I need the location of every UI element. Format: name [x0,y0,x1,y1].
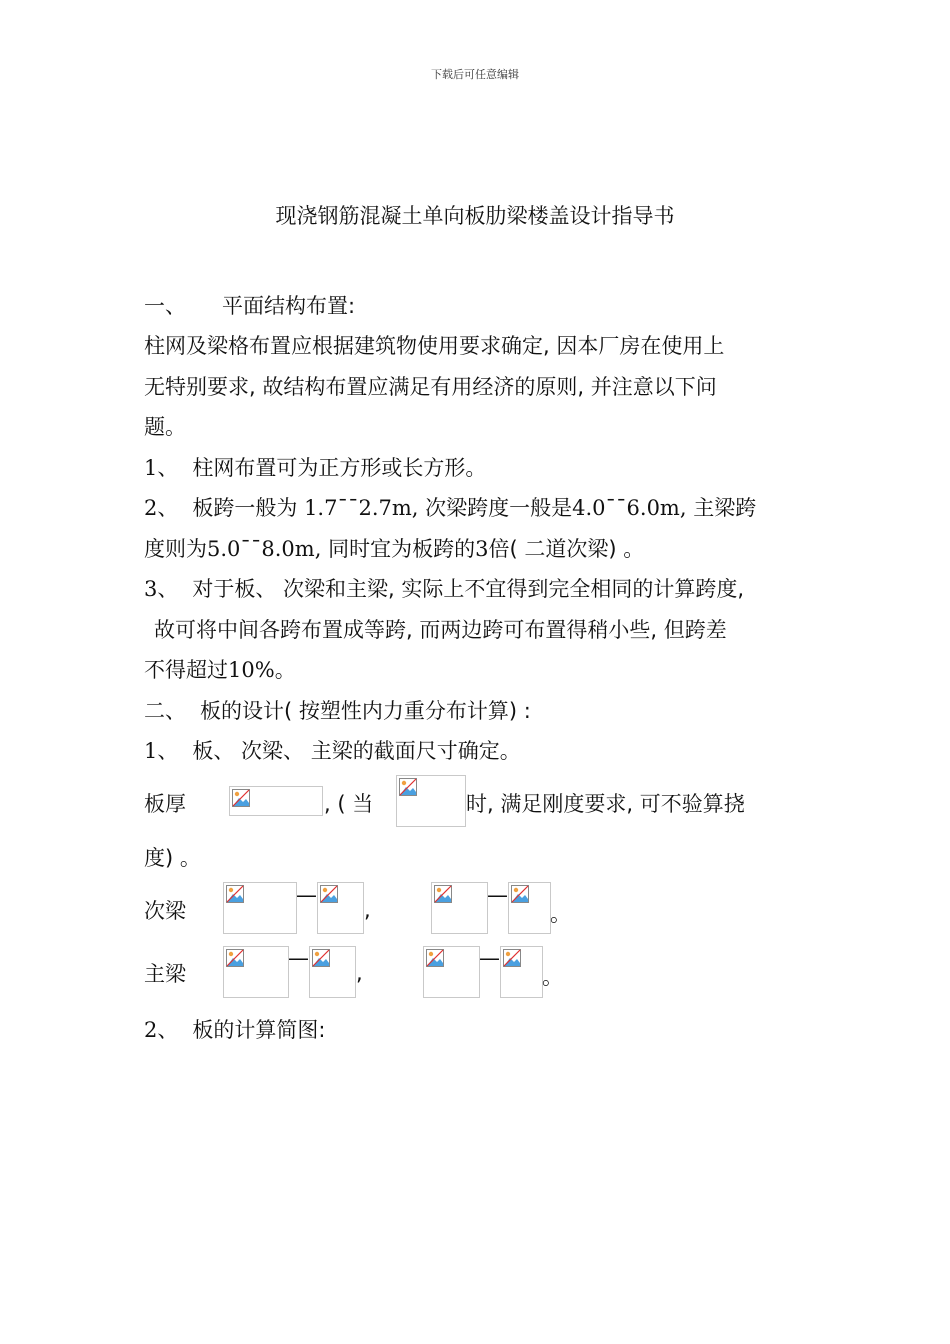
value-text: 1.7¯¯2.7m, [304,496,419,520]
secondary-beam-label: 次梁 [144,899,186,923]
item-number: 1、 [144,739,179,763]
item-text: 主梁跨 [693,496,757,520]
list-item-1-3 [144,573,744,603]
dash: — [487,883,508,907]
formula-image [229,786,323,816]
slab-text-cont: 度) 。 [144,846,201,870]
item-text: 倍( 二道次梁) 。 [488,537,645,561]
broken-image-icon [312,949,330,967]
broken-image-icon [503,949,521,967]
value-text: 3 [475,537,489,561]
item-text: 度则为 [144,537,207,561]
broken-image-icon [434,885,452,903]
value-text: 4.0¯¯6.0m, [572,496,687,520]
page-header: 下载后可任意编辑 [431,68,519,81]
section-2-number: 二、 [144,699,186,723]
section-1-title: 平面结构布置: [222,294,356,318]
item-text: 柱网布置可为正方形或长方形。 [192,456,487,480]
broken-image-icon [399,778,417,796]
item-text: 板的计算简图: [192,1018,326,1042]
broken-image-icon [320,885,338,903]
item-text: 板跨一般为 [192,496,298,520]
formula-image [508,882,551,934]
list-item-1-1 [144,452,486,482]
broken-image-icon [226,885,244,903]
section-1-heading [144,290,355,320]
item-text: 同时宜为板跨的 [328,537,476,561]
formula-image [223,946,289,998]
dash: — [288,946,309,970]
broken-image-icon [511,885,529,903]
dash: — [296,883,317,907]
paragraph-line: 无特别要求, 故结构布置应满足有用经济的原则, 并注意以下问 [144,375,717,399]
item-number: 2、 [144,496,179,520]
value-text: 5.0¯¯8.0m, [207,537,322,561]
formula-image [309,946,356,998]
slab-thickness-label: 板厚 [144,792,186,816]
paragraph-line: 柱网及梁格布置应根据建筑物使用要求确定, 因本厂房在使用上 [144,334,725,358]
list-item-1-3-cont [144,654,296,684]
item-text: 。 [274,658,296,682]
formula-image [431,882,488,934]
slab-text-mid: , ( 当 [324,792,374,816]
item-number: 3、 [144,577,179,601]
dash: — [479,946,500,970]
slab-text-tail: 时, 满足刚度要求, 可不验算挠 [466,792,745,816]
item-text: 对于板、 次梁和主梁, 实际上不宜得到完全相同的计算跨度, [192,577,745,601]
period: 。 [542,965,563,989]
section-1-number: 一、 [144,294,186,318]
item-number: 2、 [144,1018,179,1042]
item-text: 不得超过 [144,658,228,682]
formula-image [396,775,466,827]
paragraph-line: 题。 [144,415,186,439]
section-2-heading [144,695,531,725]
item-text: 次梁跨度一般是 [425,496,573,520]
main-beam-label: 主梁 [144,962,186,986]
formula-image [500,946,543,998]
formula-image [423,946,480,998]
section-2-title: 板的设计( 按塑性内力重分布计算) : [200,699,531,723]
item-number: 1、 [144,456,179,480]
list-item-2-1 [144,735,521,765]
comma: , [364,898,371,922]
document-title: 现浇钢筋混凝土单向板肋梁楼盖设计指导书 [275,204,675,228]
list-item-1-3-cont: 故可将中间各跨布置成等跨, 而两边跨可布置得稍小些, 但跨差 [154,618,727,642]
value-text: 10% [228,658,275,682]
list-item-1-2 [144,492,756,522]
list-item-1-2-cont [144,533,644,563]
period: 。 [550,902,571,926]
list-item-2-2 [144,1014,325,1044]
comma: , [356,961,363,985]
broken-image-icon [226,949,244,967]
broken-image-icon [426,949,444,967]
item-text: 板、 次梁、 主梁的截面尺寸确定。 [192,739,521,763]
formula-image [223,882,297,934]
broken-image-icon [232,789,250,807]
formula-image [317,882,364,934]
